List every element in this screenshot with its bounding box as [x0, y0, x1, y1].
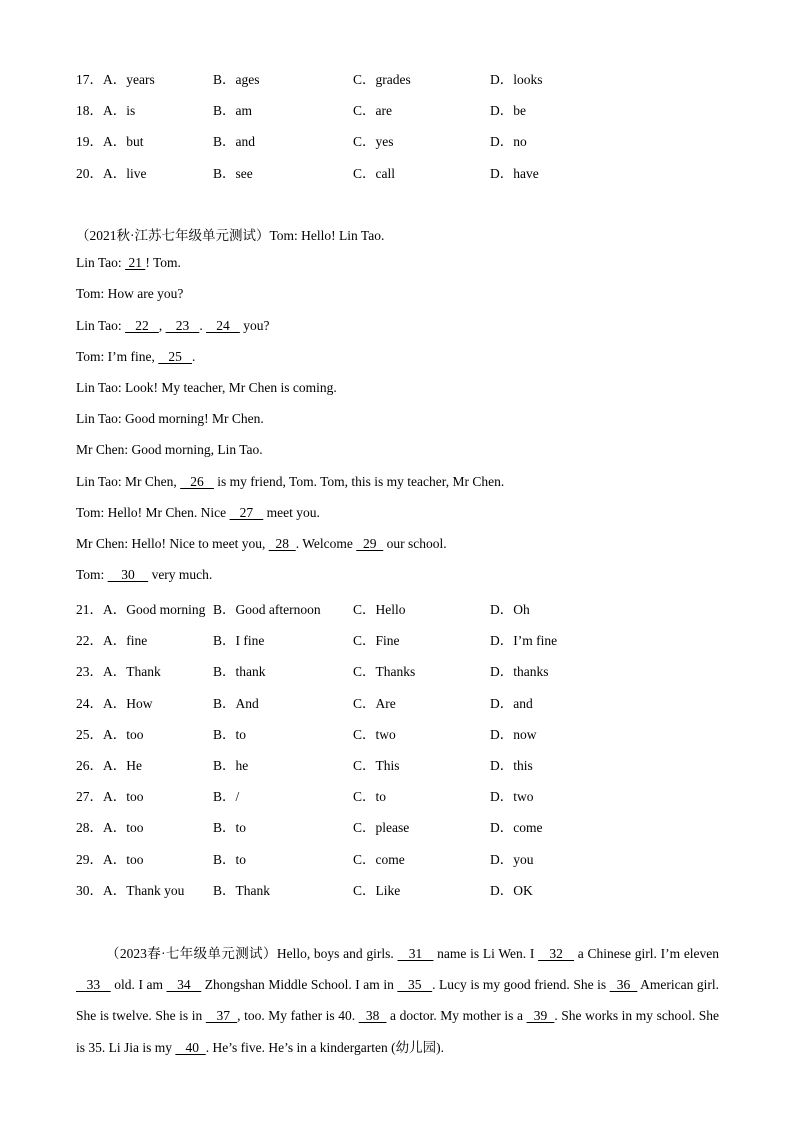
option-d: D．come [490, 820, 543, 836]
option-c: C．Are [353, 695, 396, 711]
answer-blank: 22 [125, 317, 159, 333]
passage-text: . Lucy is my good friend. She is [432, 977, 610, 993]
question-number: 27． [76, 789, 103, 805]
option-d: D．now [490, 726, 537, 742]
dialogue-text: Mr Chen: Hello! Nice to meet you, [76, 536, 269, 551]
answer-blank: 29 [356, 536, 384, 551]
option-d: D．you [490, 851, 534, 867]
dialogue-text: Lin Tao: Look! My teacher, Mr Chen is coming. [76, 380, 337, 395]
dialogue-line [76, 349, 195, 365]
option-b: B．ages [213, 72, 260, 87]
option-a: A．years [103, 72, 155, 87]
option-a: A．He [103, 758, 142, 773]
option-d: D．OK [490, 882, 533, 898]
passage-text: a Chinese girl. I’m eleven [574, 946, 720, 961]
dialogue-text: our school. [383, 536, 447, 551]
dialogue-text: very much. [148, 567, 213, 583]
passage-text: American girl. She is twelve. She is in [76, 977, 720, 1024]
option-b: B．/ [213, 789, 240, 805]
answer-blank: 35 [397, 977, 433, 993]
source-tag: （2023春·七年级单元测试） [106, 946, 277, 961]
passage-text: old. I am [110, 977, 167, 993]
question-number: 25． [76, 726, 103, 742]
answer-blank: 38 [358, 1008, 387, 1024]
passage-text: a doctor. My mother is a [386, 1008, 527, 1024]
answer-blank: 34 [166, 977, 202, 993]
option-c: C．to [353, 789, 387, 805]
question-number: 29． [76, 851, 103, 867]
option-a: A．Thank you [103, 882, 185, 898]
answer-blank: 23 [165, 317, 200, 333]
option-a: A．too [103, 820, 144, 836]
option-c: C．Like [353, 882, 401, 898]
option-a: A．too [103, 789, 144, 805]
question-number: 19． [76, 134, 103, 150]
answer-blank: 30 [107, 567, 149, 583]
answer-blank: 27 [229, 504, 264, 520]
dialogue-line [76, 318, 269, 334]
dialogue-text: Tom: How are you? [76, 286, 184, 302]
option-b: B．Thank [213, 882, 270, 898]
dialogue-text: meet you. [263, 504, 320, 520]
option-b: B．he [213, 758, 249, 773]
option-d: D．be [490, 103, 526, 119]
option-b: B．see [213, 165, 253, 181]
option-b: B．to [213, 851, 247, 867]
dialogue-text: Lin Tao: Good morning! Mr Chen. [76, 411, 264, 427]
option-d: D．this [490, 758, 533, 773]
option-b: B．and [213, 134, 255, 150]
dialogue-line [76, 224, 384, 244]
option-c: C．This [353, 758, 400, 773]
option-d: D．I’m fine [490, 633, 558, 649]
answer-blank: 26 [180, 473, 214, 489]
option-a: A．too [103, 726, 144, 742]
passage-section [76, 938, 719, 1063]
option-b: B．I fine [213, 633, 265, 649]
dialogue-text: Lin Tao: [76, 255, 126, 271]
option-d: D．looks [490, 72, 543, 87]
dialogue-text: Tom: I’m fine, [76, 348, 159, 364]
option-d: D．no [490, 134, 527, 150]
question-number: 17． [76, 72, 103, 87]
option-a: A．Good morning [103, 602, 206, 617]
dialogue-text: . [192, 348, 196, 364]
dialogue-line [76, 286, 183, 302]
dialogue-line [76, 442, 263, 458]
dialogue-line [76, 567, 212, 583]
dialogue-text: Lin Tao: Mr Chen, [76, 473, 181, 489]
dialogue-text: , [158, 317, 166, 333]
answer-blank: 28 [268, 536, 296, 551]
option-a: A．live [103, 165, 147, 181]
option-c: C．Thanks [353, 664, 416, 680]
dialogue-text: . Welcome [295, 536, 357, 551]
option-a: A．is [103, 103, 136, 119]
option-c: C．Hello [353, 602, 406, 617]
dialogue-text: ! Tom. [145, 255, 181, 271]
question-number: 30． [76, 882, 103, 898]
question-number: 28． [76, 820, 103, 836]
option-d: D．two [490, 789, 534, 805]
option-b: B．am [213, 103, 252, 119]
answer-blank: 39 [526, 1008, 555, 1024]
option-c: C．Fine [353, 633, 400, 649]
option-a: A．too [103, 851, 144, 867]
question-number: 22． [76, 633, 103, 649]
option-a: A．but [103, 134, 144, 150]
question-number: 21． [76, 602, 103, 617]
dialogue-text: Tom: [76, 567, 108, 583]
dialogue-line [76, 380, 337, 396]
question-number: 24． [76, 695, 103, 711]
dialogue-text: is my friend, Tom. Tom, this is my teacher, Mr Chen. [213, 473, 505, 489]
question-number: 20． [76, 165, 103, 181]
answer-blank: 32 [538, 946, 575, 961]
passage-text: . He’s five. He’s in a kindergarten (幼儿园). [205, 1039, 444, 1055]
answer-blank: 36 [609, 977, 638, 993]
answer-blank: 37 [205, 1008, 238, 1024]
dialogue-line [76, 411, 264, 427]
option-c: C．yes [353, 134, 394, 150]
option-b: B．to [213, 726, 247, 742]
option-c: C．call [353, 165, 395, 181]
dialogue-line [76, 255, 181, 271]
answer-blank: 21 [125, 255, 146, 271]
question-number: 23． [76, 664, 103, 680]
option-a: A．Thank [103, 664, 161, 680]
question-number: 18． [76, 103, 103, 119]
answer-blank: 31 [397, 946, 434, 961]
answer-blank: 25 [158, 348, 193, 364]
passage-text: , too. My father is 40. [237, 1008, 359, 1024]
dialogue-text: Mr Chen: Good morning, Lin Tao. [76, 442, 263, 458]
option-a: A．How [103, 695, 153, 711]
dialogue-line [76, 536, 447, 552]
option-d: D．have [490, 165, 539, 181]
option-d: D．Oh [490, 602, 530, 617]
answer-blank: 33 [76, 977, 111, 993]
option-b: B．to [213, 820, 247, 836]
passage-text: . She works in my school. She is 35. Li Jia is my [76, 1008, 720, 1055]
source-tag: （2021秋·江苏七年级单元测试） [76, 228, 270, 243]
option-d: D．and [490, 695, 533, 711]
option-c: C．come [353, 851, 405, 867]
passage-text: Zhongshan Middle School. I am in [201, 977, 398, 993]
option-b: B．And [213, 695, 259, 711]
answer-blank: 24 [206, 317, 240, 333]
dialogue-line [76, 474, 504, 490]
dialogue-text: you? [239, 317, 270, 333]
dialogue-text: Tom: Hello! Lin Tao. [269, 228, 385, 243]
option-a: A．fine [103, 633, 148, 649]
option-d: D．thanks [490, 664, 549, 680]
option-c: C．are [353, 103, 392, 119]
dialogue-text: Tom: Hello! Mr Chen. Nice [76, 504, 230, 520]
option-b: B．Good afternoon [213, 602, 321, 617]
dialogue-text: Lin Tao: [76, 317, 126, 333]
dialogue-line [76, 505, 320, 521]
option-c: C．please [353, 820, 410, 836]
option-b: B．thank [213, 664, 266, 680]
passage-text: name is Li Wen. I [433, 946, 539, 961]
option-c: C．two [353, 726, 396, 742]
dialogue-text: . [199, 317, 207, 333]
answer-blank: 40 [175, 1039, 206, 1055]
passage-text: Hello, boys and girls. [276, 946, 398, 961]
option-c: C．grades [353, 72, 411, 87]
question-number: 26． [76, 758, 103, 773]
